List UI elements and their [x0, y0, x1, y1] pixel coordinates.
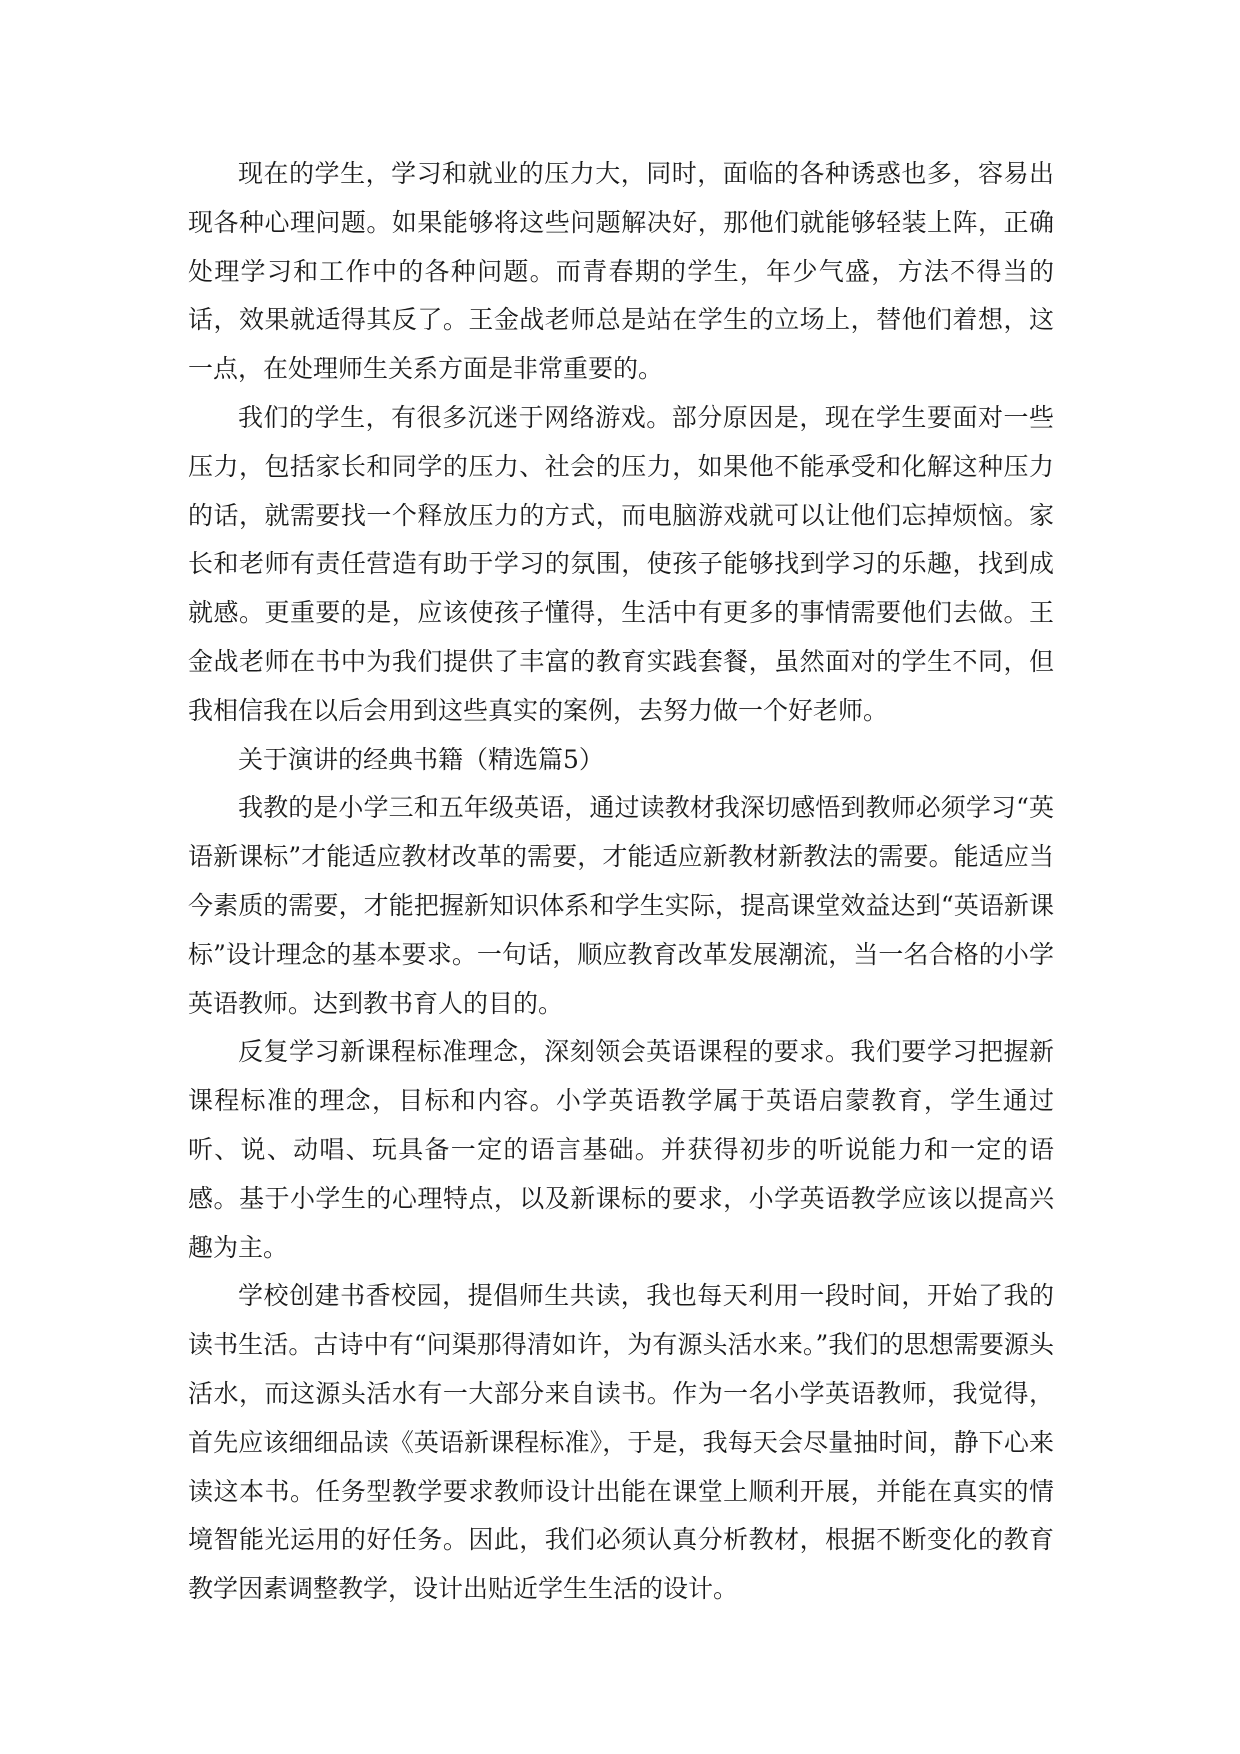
- paragraph-4: 反复学习新课程标准理念，深刻领会英语课程的要求。我们要学习把握新课程标准的理念，目标和内容。小学英语教学属于英语启蒙教育，学生通过听、说、动唱、玩具备一定的语言基础。并获得初步的听说能力和一定的语感。基于小学生的心理特点，以及新课标的要求，小学英语教学应该以提高兴趣为主。: [188, 1037, 1054, 1262]
- paragraph-2: 我们的学生，有很多沉迷于网络游戏。部分原因是，现在学生要面对一些压力，包括家长和同学的压力、社会的压力，如果他不能承受和化解这种压力的话，就需要找一个释放压力的方式，而电脑游戏就可以让他们忘掉烦恼。家长和老师有责任营造有助于学习的氛围，使孩子能够找到学习的乐趣，找到成就感。更重要的是，应该使孩子懂得，生活中有更多的事情需要他们去做。王金战老师在书中为我们提供了丰富的教育实践套餐，虽然面对的学生不同，但我相信我在以后会用到这些真实的案例，去努力做一个好老师。: [188, 402, 1054, 725]
- document-body: [188, 150, 1054, 1614]
- paragraph-5: 学校创建书香校园，提倡师生共读，我也每天利用一段时间，开始了我的读书生活。古诗中有“问渠那得清如许，为有源头活水来。”我们的思想需要源头活水，而这源头活水有一大部分来自读书。作为一名小学英语教师，我觉得，首先应该细细品读《英语新课程标准》，于是，我每天会尽量抽时间，静下心来读这本书。任务型教学要求教师设计出能在课堂上顺利开展，并能在真实的情境智能光运用的好任务。因此，我们必须认真分析教材，根据不断变化的教育教学因素调整教学，设计出贴近学生生活的设计。: [188, 1281, 1054, 1604]
- paragraph-1: 现在的学生，学习和就业的压力大，同时，面临的各种诱惑也多，容易出现各种心理问题。如果能够将这些问题解决好，那他们就能够轻装上阵，正确处理学习和工作中的各种问题。而青春期的学生，年少气盛，方法不得当的话，效果就适得其反了。王金战老师总是站在学生的立场上，替他们着想，这一点，在处理师生关系方面是非常重要的。: [188, 159, 1054, 384]
- paragraph-3: 我教的是小学三和五年级英语，通过读教材我深切感悟到教师必须学习“英语新课标”才能适应教材改革的需要，才能适应新教材新教法的需要。能适应当今素质的需要，才能把握新知识体系和学生实际，提高课堂效益达到“英语新课标”设计理念的基本要求。一句话，顺应教育改革发展潮流，当一名合格的小学英语教师。达到教书育人的目的。: [188, 793, 1054, 1018]
- section-heading: 关于演讲的经典书籍（精选篇5）: [238, 744, 604, 774]
